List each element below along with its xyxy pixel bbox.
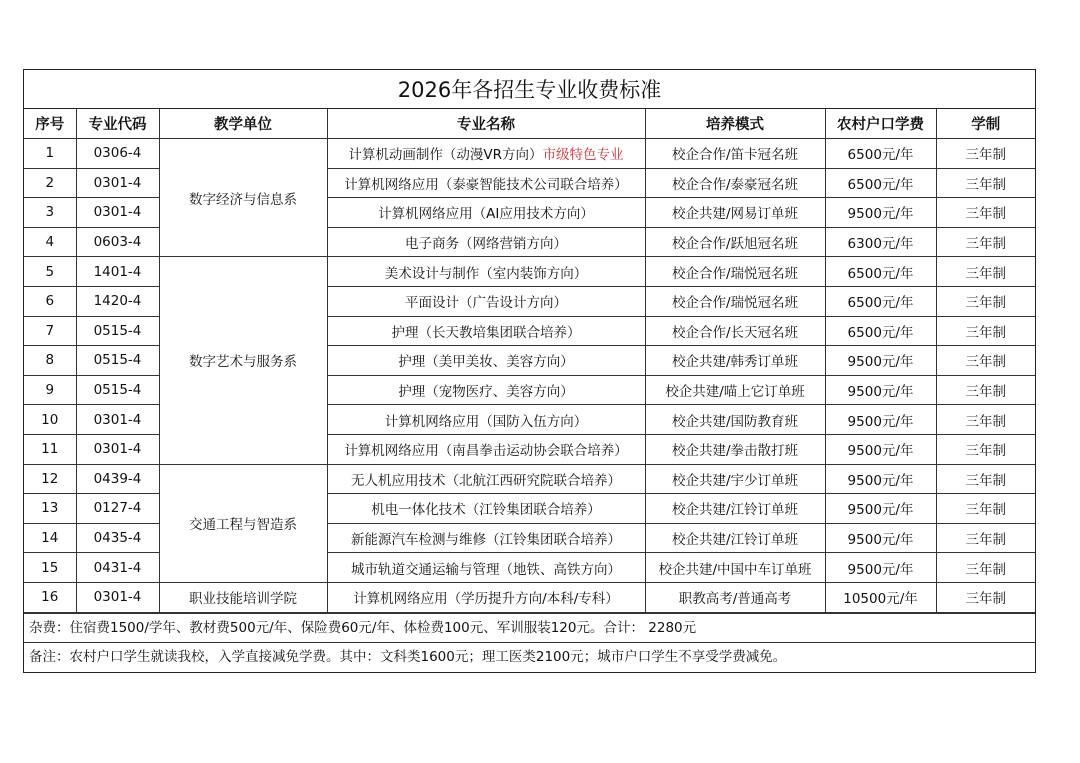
major-name: 无人机应用技术（北航江西研究院联合培养）: [351, 472, 621, 489]
row-fee: 9500元/年: [825, 198, 936, 228]
row-no: 7: [24, 316, 76, 346]
row-major: [327, 464, 645, 494]
header-years: 学制: [936, 109, 1035, 139]
row-no: 14: [24, 523, 76, 553]
row-years: 三年制: [936, 434, 1035, 464]
row-years: 三年制: [936, 582, 1035, 612]
major-name: 机电一体化技术（江铃集团联合培养）: [371, 502, 601, 519]
row-no: 8: [24, 346, 76, 376]
row-major: [327, 375, 645, 405]
row-code: 0301-4: [76, 168, 159, 198]
row-years: 三年制: [936, 198, 1035, 228]
row-fee: 6500元/年: [825, 257, 936, 287]
row-mode: 校企共建/江铃订单班: [645, 494, 825, 524]
highlight-badge: 市级特色专业: [542, 147, 624, 164]
major-name: 计算机网络应用（泰豪智能技术公司联合培养）: [344, 176, 628, 193]
row-major: [327, 316, 645, 346]
row-fee: 9500元/年: [825, 553, 936, 583]
row-no: 11: [24, 434, 76, 464]
row-fee: 9500元/年: [825, 405, 936, 435]
row-fee: 6500元/年: [825, 168, 936, 198]
row-years: 三年制: [936, 139, 1035, 169]
row-mode: 校企共建/韩秀订单班: [645, 346, 825, 376]
major-name: 新能源汽车检测与维修（江铃集团联合培养）: [351, 532, 621, 549]
row-code: 0515-4: [76, 316, 159, 346]
row-years: 三年制: [936, 523, 1035, 553]
row-code: 0439-4: [76, 464, 159, 494]
row-mode: 校企合作/瑞悦冠名班: [645, 257, 825, 287]
row-years: 三年制: [936, 316, 1035, 346]
header-mode: 培养模式: [645, 109, 825, 139]
row-no: 4: [24, 227, 76, 257]
header-code: 专业代码: [76, 109, 159, 139]
row-fee: 10500元/年: [825, 582, 936, 612]
row-major: [327, 553, 645, 583]
notes: [24, 613, 1035, 672]
row-code: 0515-4: [76, 375, 159, 405]
row-major: [327, 494, 645, 524]
row-no: 9: [24, 375, 76, 405]
row-major: [327, 198, 645, 228]
major-name: 美术设计与制作（室内装饰方向）: [384, 265, 588, 282]
row-major: [327, 227, 645, 257]
row-code: 0431-4: [76, 553, 159, 583]
row-mode: 校企共建/中国中车订单班: [645, 553, 825, 583]
row-mode: 校企共建/网易订单班: [645, 198, 825, 228]
row-mode: 校企共建/拳击散打班: [645, 434, 825, 464]
row-major: [327, 257, 645, 287]
row-mode: 校企合作/长天冠名班: [645, 316, 825, 346]
row-code: 0127-4: [76, 494, 159, 524]
major-name: 计算机网络应用（国防入伍方向）: [384, 413, 588, 430]
row-code: 0515-4: [76, 346, 159, 376]
major-name: 城市轨道交通运输与管理（地铁、高铁方向）: [351, 561, 621, 578]
row-mode: 校企合作/笛卡冠名班: [645, 139, 825, 169]
row-mode: 校企合作/泰豪冠名班: [645, 168, 825, 198]
row-code: 0301-4: [76, 434, 159, 464]
remark-note: 备注：农村户口学生就读我校，入学直接减免学费。其中：文科类1600元；理工医类2100元；城市户口学生不享受学费减免。: [24, 642, 1035, 672]
row-code: 0301-4: [76, 405, 159, 435]
row-mode: 校企合作/跃旭冠名班: [645, 227, 825, 257]
row-major: [327, 139, 645, 169]
row-fee: 6500元/年: [825, 286, 936, 316]
header-row: [24, 109, 1035, 139]
row-no: 3: [24, 198, 76, 228]
row-no: 15: [24, 553, 76, 583]
row-years: 三年制: [936, 346, 1035, 376]
row-code: 1420-4: [76, 286, 159, 316]
row-major: [327, 523, 645, 553]
row-unit: 职业技能培训学院: [159, 582, 327, 612]
major-name: 电子商务（网络营销方向）: [405, 236, 567, 253]
row-code: 1401-4: [76, 257, 159, 287]
row-mode: 校企合作/瑞悦冠名班: [645, 286, 825, 316]
major-name: 计算机网络应用（学历提升方向/本科/专科）: [353, 591, 619, 608]
row-mode: 职教高考/普通高考: [645, 582, 825, 612]
row-no: 2: [24, 168, 76, 198]
major-name: 护理（宠物医疗、美容方向）: [398, 384, 574, 401]
row-no: 13: [24, 494, 76, 524]
row-no: 12: [24, 464, 76, 494]
row-major: [327, 405, 645, 435]
table-row: [24, 582, 1035, 612]
row-mode: 校企共建/宇少订单班: [645, 464, 825, 494]
table-row: [24, 464, 1035, 494]
fee-table: [24, 109, 1035, 613]
header-major: 专业名称: [327, 109, 645, 139]
row-years: 三年制: [936, 553, 1035, 583]
header-fee: 农村户口学费: [825, 109, 936, 139]
row-years: 三年制: [936, 286, 1035, 316]
major-name: 平面设计（广告设计方向）: [405, 295, 567, 312]
row-code: 0301-4: [76, 582, 159, 612]
row-fee: 6500元/年: [825, 139, 936, 169]
table-row: [24, 139, 1035, 169]
row-mode: 校企共建/喵上它订单班: [645, 375, 825, 405]
row-no: 16: [24, 582, 76, 612]
row-fee: 9500元/年: [825, 434, 936, 464]
row-major: [327, 286, 645, 316]
row-years: 三年制: [936, 405, 1035, 435]
row-unit: 数字经济与信息系: [159, 139, 327, 257]
row-no: 1: [24, 139, 76, 169]
row-mode: 校企共建/国防教育班: [645, 405, 825, 435]
row-fee: 9500元/年: [825, 494, 936, 524]
row-years: 三年制: [936, 257, 1035, 287]
row-major: [327, 434, 645, 464]
row-mode: 校企共建/江铃订单班: [645, 523, 825, 553]
row-code: 0306-4: [76, 139, 159, 169]
row-no: 5: [24, 257, 76, 287]
major-name: 计算机动画制作（动漫VR方向）: [348, 147, 543, 164]
row-fee: 9500元/年: [825, 523, 936, 553]
row-unit: 交通工程与智造系: [159, 464, 327, 582]
row-fee: 9500元/年: [825, 346, 936, 376]
row-years: 三年制: [936, 494, 1035, 524]
row-fee: 9500元/年: [825, 375, 936, 405]
table-title: 2026年各招生专业收费标准: [24, 70, 1035, 109]
major-name: 护理（长天教培集团联合培养）: [391, 324, 581, 341]
row-years: 三年制: [936, 168, 1035, 198]
row-years: 三年制: [936, 464, 1035, 494]
row-no: 6: [24, 286, 76, 316]
row-major: [327, 582, 645, 612]
row-fee: 6300元/年: [825, 227, 936, 257]
row-code: 0603-4: [76, 227, 159, 257]
row-major: [327, 346, 645, 376]
row-years: 三年制: [936, 227, 1035, 257]
row-years: 三年制: [936, 375, 1035, 405]
row-fee: 6500元/年: [825, 316, 936, 346]
fees-note: 杂费：住宿费1500/学年、教材费500元/年、保险费60元/年、体检费100元、军训服装120元。合计： 2280元: [24, 613, 1035, 643]
row-unit: 数字艺术与服务系: [159, 257, 327, 464]
header-no: 序号: [24, 109, 76, 139]
row-code: 0301-4: [76, 198, 159, 228]
row-code: 0435-4: [76, 523, 159, 553]
major-name: 计算机网络应用（南昌拳击运动协会联合培养）: [344, 443, 628, 460]
header-unit: 教学单位: [159, 109, 327, 139]
major-name: 计算机网络应用（AI应用技术方向）: [378, 206, 594, 223]
row-fee: 9500元/年: [825, 464, 936, 494]
table-row: [24, 257, 1035, 287]
major-name: 护理（美甲美妆、美容方向）: [398, 354, 574, 371]
row-no: 10: [24, 405, 76, 435]
row-major: [327, 168, 645, 198]
fee-table-sheet: [23, 69, 1036, 673]
